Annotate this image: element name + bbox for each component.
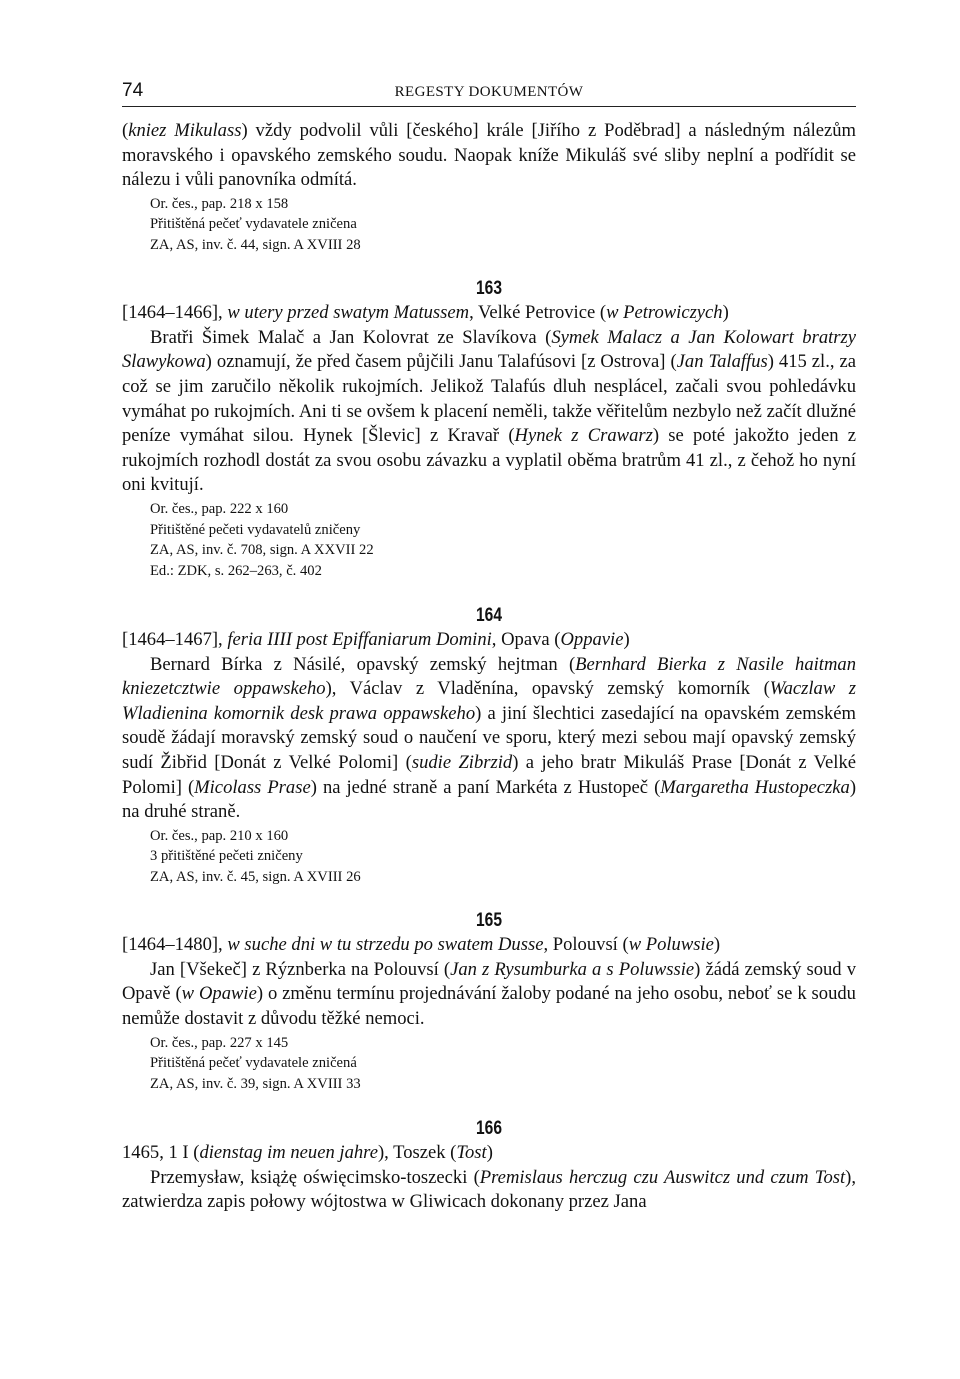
running-title: REGESTY DOKUMENTÓW: [394, 84, 584, 100]
archival-note: Or. čes., pap. 222 x 160: [150, 501, 289, 518]
edition-note: Ed.: ZDK, s. 262–263, č. 402: [150, 562, 322, 579]
entry-number: 166: [475, 1118, 502, 1140]
archival-note: Přitištěná pečeť vydavatele zničena: [150, 216, 357, 233]
archival-note: ZA, AS, inv. č. 44, sign. A XVIII 28: [150, 236, 361, 253]
archival-note: 3 přitištěné pečeti zničeny: [150, 848, 303, 865]
entry-body: Przemysław, książę oświęcimsko-toszecki (Premislaus herczug czu Auswitcz und czum Tost), zatwierdza zapis połowy wójtostwa w Gliwicach dokonany przez Jana: [122, 1166, 856, 1213]
entry-number: 165: [475, 910, 502, 932]
archival-note: Přitištěná pečeť vydavatele zničená: [150, 1055, 357, 1072]
running-header: [122, 78, 856, 107]
archival-note: ZA, AS, inv. č. 39, sign. A XVIII 33: [150, 1075, 361, 1092]
archival-note: Or. čes., pap. 210 x 160: [150, 827, 289, 844]
entry-notes: [150, 1033, 856, 1095]
entry-number: 163: [475, 278, 502, 300]
regest-entry-164: [122, 604, 856, 887]
entry-notes: [150, 499, 856, 581]
archival-note: Or. čes., pap. 227 x 145: [150, 1034, 289, 1051]
entry-notes: [150, 826, 856, 888]
entry-body: Jan [Všekeč] z Rýznberka na Polouvsí (Jan z Rysumburka a s Poluwssie) žádá zemský soud v Opavě (w Opawie) o změnu termínu projednávání žaloby podané na jeho osobu, neboť se k soudu nemůže dostavit z důvodu těžké nemoci.: [122, 958, 856, 1030]
continuation-notes: [150, 194, 856, 256]
archival-note: ZA, AS, inv. č. 45, sign. A XVIII 26: [150, 868, 361, 885]
archival-note: Přitištěné pečeti vydavatelů zničeny: [150, 521, 361, 538]
archival-note: ZA, AS, inv. č. 708, sign. A XXVII 22: [150, 542, 374, 559]
entry-heading: [1464–1466], w utery przed swatym Matussem, Velké Petrovice (w Petrowiczych): [122, 302, 729, 324]
continuation-text: (kniez Mikulass) vždy podvolil vůli [českého] krále [Jiřího z Poděbrad] a následným nálezům moravského i opavského zemského soudu. Naopak kníže Mikuláš své sliby neplní a podřídit se nálezu i vůli panovníka odmítá.: [122, 120, 857, 191]
archival-note: Or. čes., pap. 218 x 158: [150, 195, 289, 212]
entry-heading: 1465, 1 I (dienstag im neuen jahre), Toszek (Tost): [122, 1142, 493, 1164]
entry-heading: [1464–1467], feria IIII post Epiffaniarum Domini, Opava (Oppavie): [122, 629, 630, 651]
regest-entry-166: [122, 1117, 856, 1215]
regest-entry-163: [122, 277, 856, 581]
document-page: [122, 78, 856, 1215]
regest-entry-165: [122, 909, 856, 1094]
entry-heading: [1464–1480], w suche dni w tu strzedu po swatem Dusse, Polouvsí (w Poluwsie): [122, 934, 721, 956]
entry-number: 164: [475, 605, 502, 627]
entry-body: Bernard Bírka z Násilé, opavský zemský hejtman (Bernhard Bierka z Nasile haitman kniezetcztwie oppawskeho), Václav z Vladěnína, opavský zemský komorník (Waczlaw z Wladienina komornik desk prawa oppawskeho) a jiní šlechtici zasedající na opavském zemském soudě žádají moravský zemský soud o naučení ve sporu, který mezi sebou mají opavský zemský sudí Žibřid [Donát z Velké Polomi] (sudie Zibrzid) a jeho bratr Mikuláš Prase [Donát z Velké Polomi] (Micolass Prase) na jedné straně a paní Markéta z Hustopeč (Margaretha Hustopeczka) na druhé straně.: [122, 653, 857, 823]
entry-body: Bratři Šimek Malač a Jan Kolovrat ze Slavíkova (Symek Malacz a Jan Kolowart bratrzy Slawykowa) oznamují, že před časem půjčili Janu Talafúsovi [z Ostrova] (Jan Talaffus) 415 zl., za což se jim zaručilo několik rukojmích. Jelikož Talafús dluh nesplácel, začali svou pohledávku vymáhat po rukojmích. Ani ti se ovšem k placení neměli, takže věřitelům nezbylo než začít dlužné peníze vymáhat silou. Hynek [Šlevic] z Kravař (Hynek z Crawarz) se poté jakožto jeden z rukojmích rozhodl dostát za svou osobu závazku a vyplatil oběma bratrům 41 zl., z čehož ho nyní oni kvitují.: [122, 326, 857, 496]
page-number: 74: [122, 80, 144, 101]
